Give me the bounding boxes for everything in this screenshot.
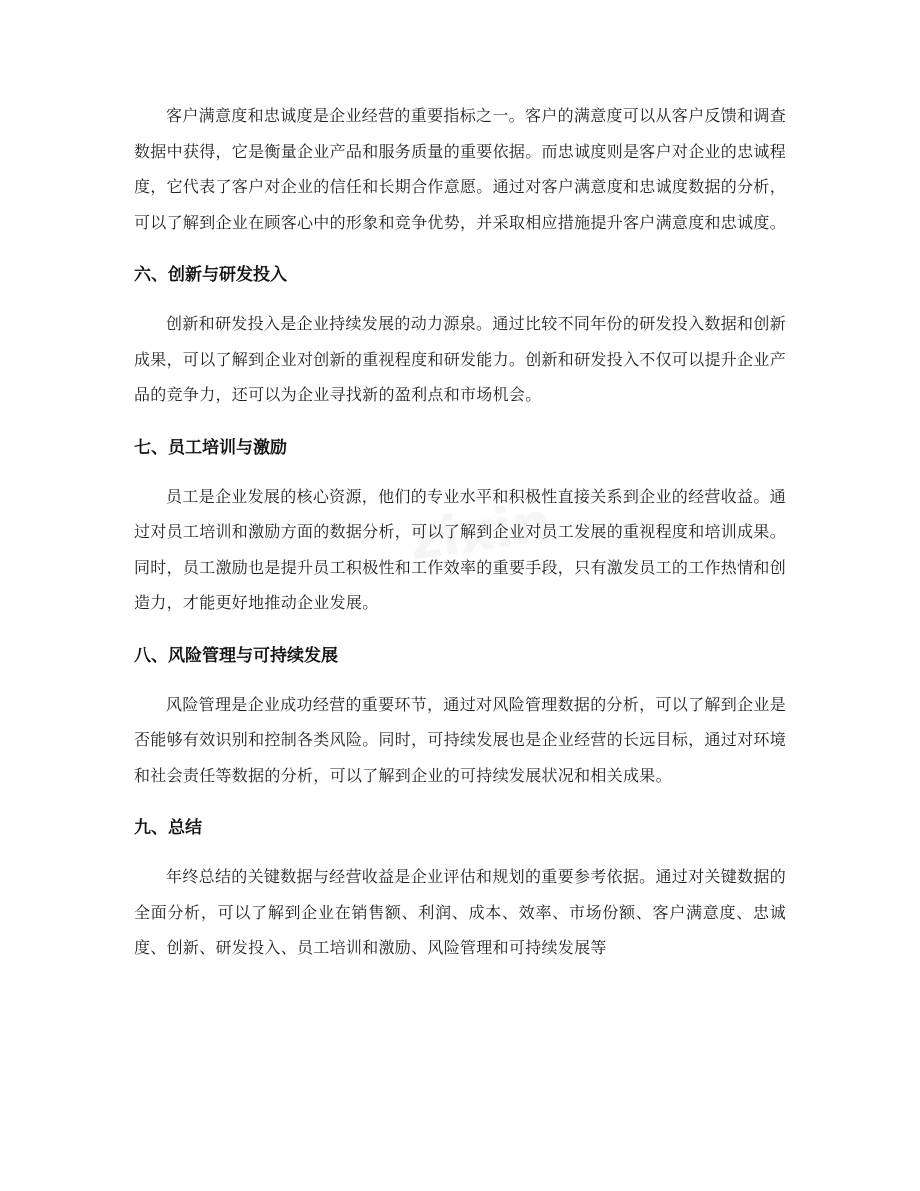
paragraph-summary: 年终总结的关键数据与经营收益是企业评估和规划的重要参考依据。通过对关键数据的全面分析，可以了解到企业在销售额、利润、成本、效率、市场份额、客户满意度、忠诚度、创新、研发投入、员工培训和激励、风险管理和可持续发展等 (134, 867, 786, 957)
heading-summary: 九、总结 (134, 818, 202, 838)
paragraph-employee-training: 员工是企业发展的核心资源，他们的专业水平和积极性直接关系到企业的经营收益。通过对员工培训和激励方面的数据分析，可以了解到企业对员工发展的重视程度和培训成果。同时，员工激励也是提升员工积极性和工作效率的重要手段，只有激发员工的工作热情和创造力，才能更好地推动企业发展。 (134, 486, 787, 612)
heading-employee-training: 七、员工培训与激励 (134, 437, 287, 458)
paragraph-innovation-rd: 创新和研发投入是企业持续发展的动力源泉。通过比较不同年份的研发投入数据和创新成果，可以了解到企业对创新的重视程度和研发能力。创新和研发投入不仅可以提升企业产品的竞争力，还可以为企业寻找新的盈利点和市场机会。 (134, 314, 787, 404)
paragraph-risk-management: 风险管理是企业成功经营的重要环节，通过对风险管理数据的分析，可以了解到企业是否能够有效识别和控制各类风险。同时，可持续发展也是企业经营的长远目标，通过对环境和社会责任等数据的分析，可以了解到企业的可持续发展状况和相关成果。 (134, 694, 787, 785)
paragraph-customer-satisfaction: 客户满意度和忠诚度是企业经营的重要指标之一。客户的满意度可以从客户反馈和调查数据中获得，它是衡量企业产品和服务质量的重要依据。而忠诚度则是客户对企业的忠诚程度，它代表了客户对企业的信任和长期合作意愿。通过对客户满意度和忠诚度数据的分析，可以了解到企业在顾客心中的形象和竞争优势，并采取相应措施提升客户满意度和忠诚度。 (134, 106, 787, 232)
document-body (134, 98, 786, 966)
watermark-logo: zixin (405, 490, 555, 573)
heading-innovation-rd: 六、创新与研发投入 (134, 265, 287, 285)
heading-risk-management: 八、风险管理与可持续发展 (134, 645, 338, 666)
